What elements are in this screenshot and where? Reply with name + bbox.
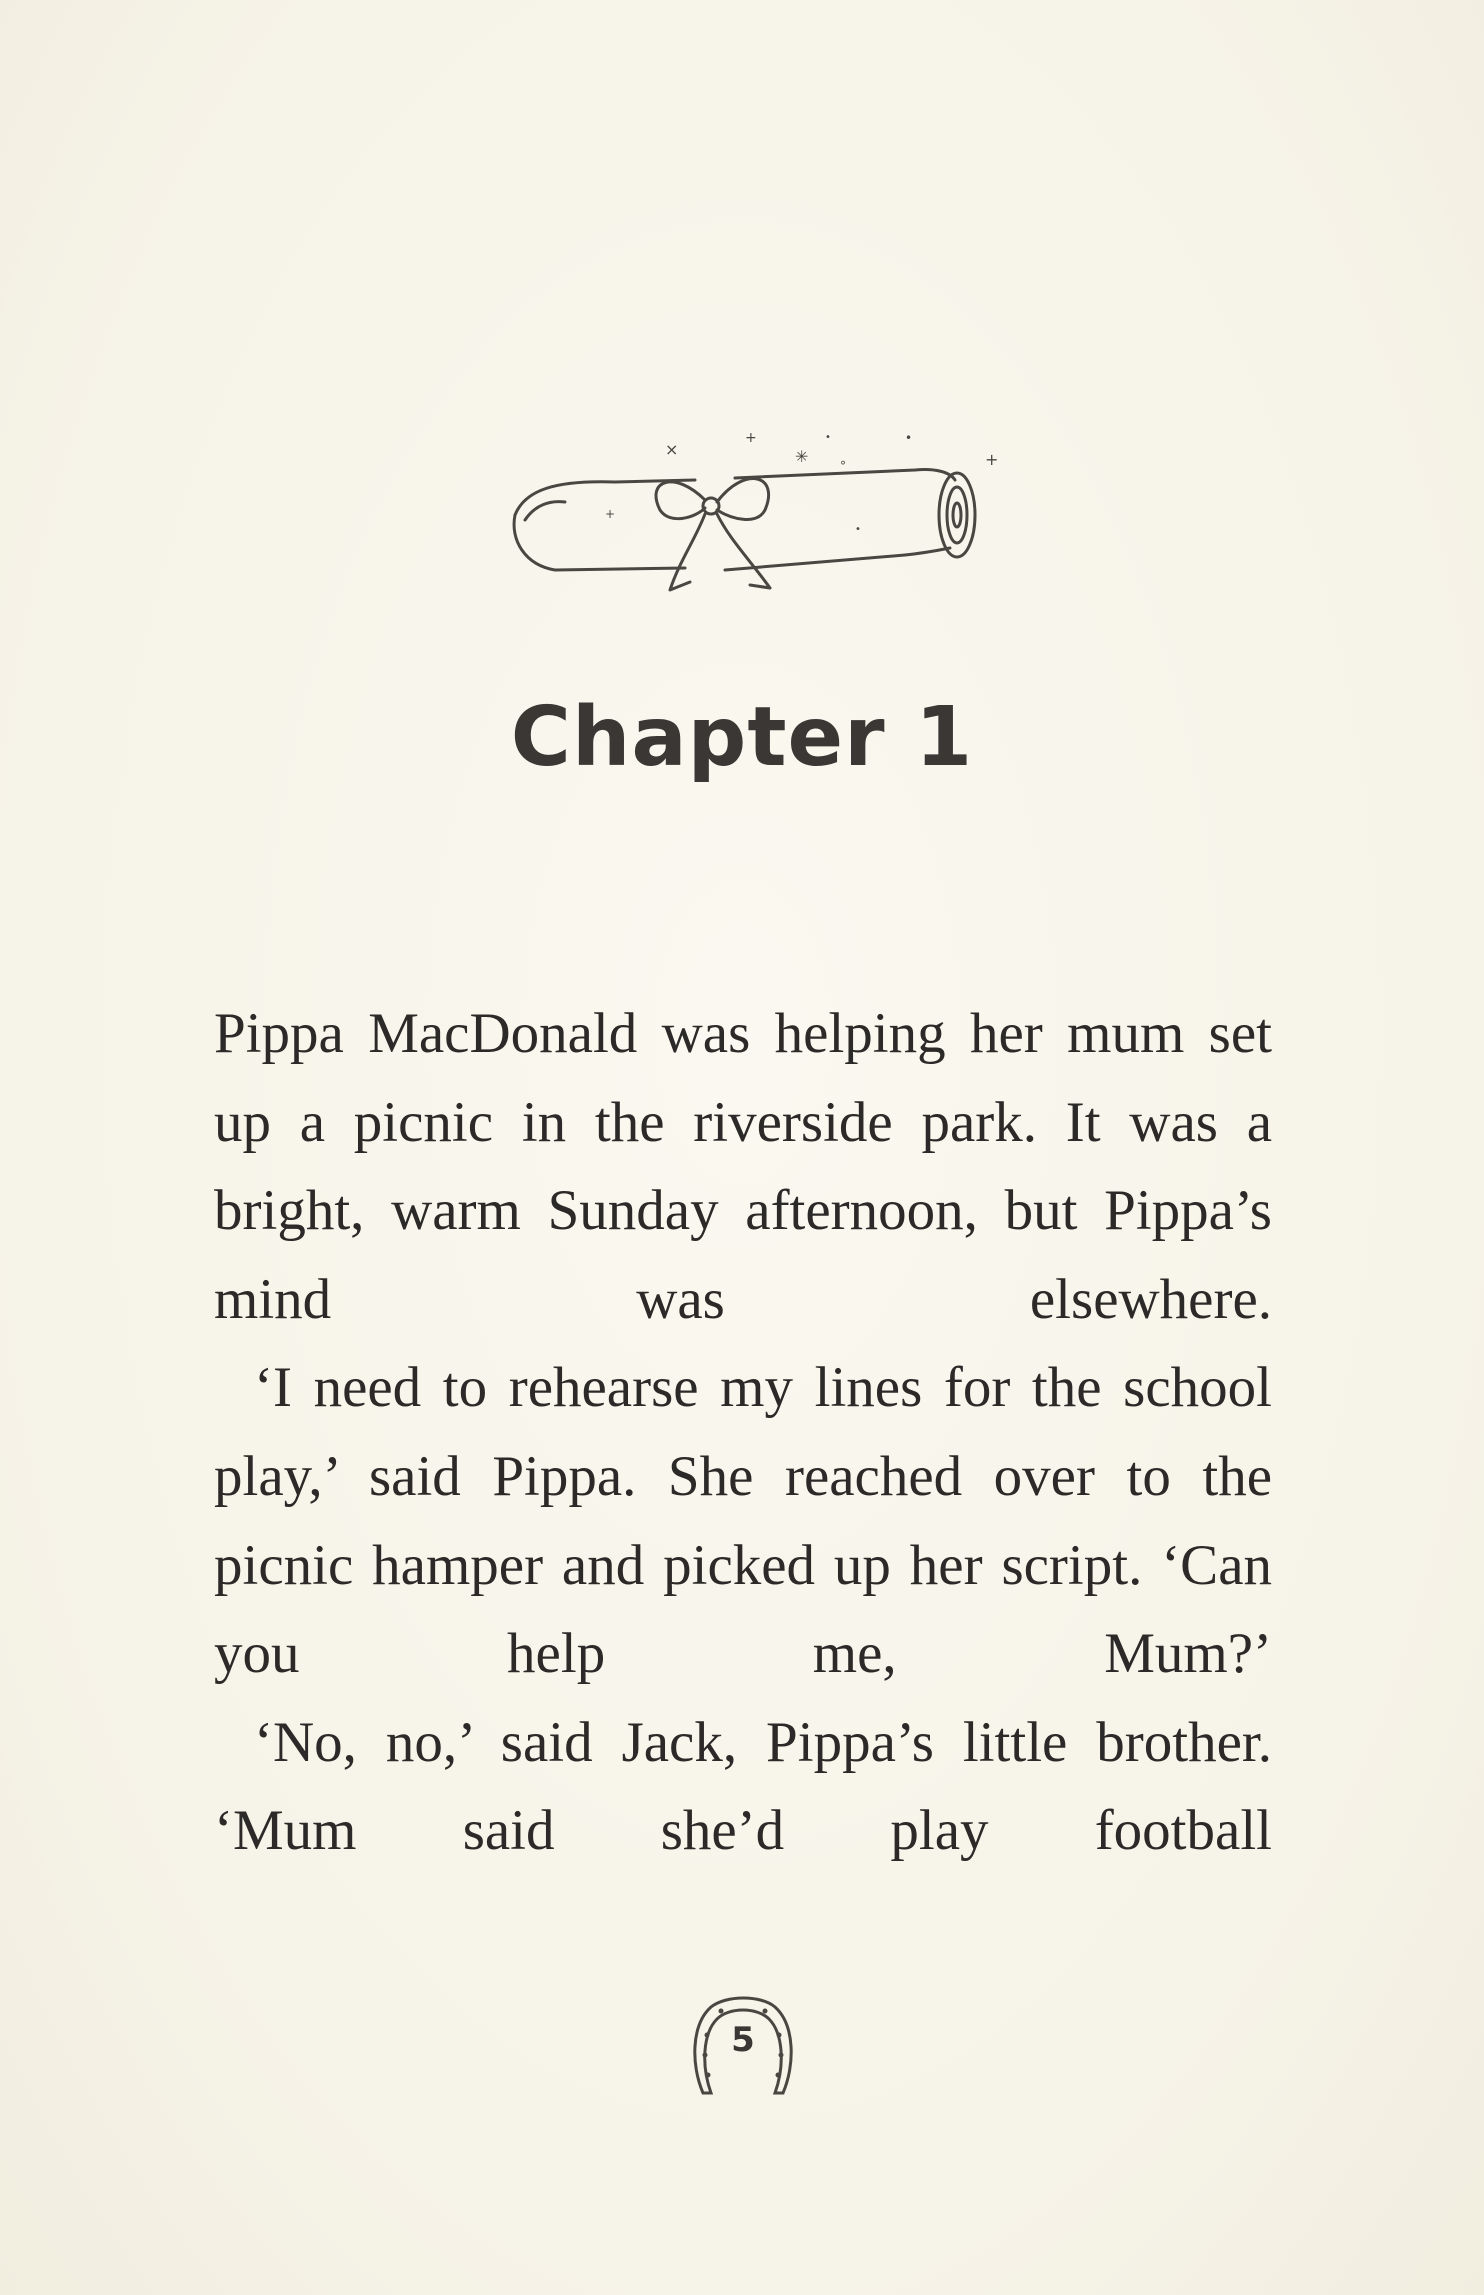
svg-text:+: + bbox=[985, 450, 999, 469]
chapter-body bbox=[214, 990, 1272, 1876]
chapter-title: Chapter 1 bbox=[510, 690, 974, 785]
svg-text:✳: ✳ bbox=[795, 447, 809, 466]
svg-text:+: + bbox=[745, 430, 757, 446]
paragraph-2: ‘I need to rehearse my lines for the school play,’ said Pippa. She reached over to the picnic hamper and picked up her script. ‘Can you help me, Mum?’ bbox=[214, 1356, 1272, 1686]
paragraph-1: Pippa MacDonald was helping her mum set up a picnic in the riverside park. It was a bright, warm Sunday afternoon, but Pippa’s mind was elsewhere. bbox=[214, 1002, 1272, 1331]
page-number-badge bbox=[681, 1985, 805, 2109]
page-number: 5 bbox=[731, 2020, 755, 2060]
svg-text:°: ° bbox=[840, 459, 846, 473]
scroll-with-bow-illustration bbox=[495, 420, 1015, 620]
svg-text:×: × bbox=[665, 440, 679, 459]
svg-text:•: • bbox=[905, 431, 913, 445]
svg-text:•: • bbox=[855, 524, 861, 535]
paragraph-3: ‘No, no,’ said Jack, Pippa’s little brother. ‘Mum said she’d play football bbox=[214, 1710, 1272, 1863]
svg-text:•: • bbox=[825, 432, 831, 443]
svg-text:+: + bbox=[605, 507, 616, 521]
